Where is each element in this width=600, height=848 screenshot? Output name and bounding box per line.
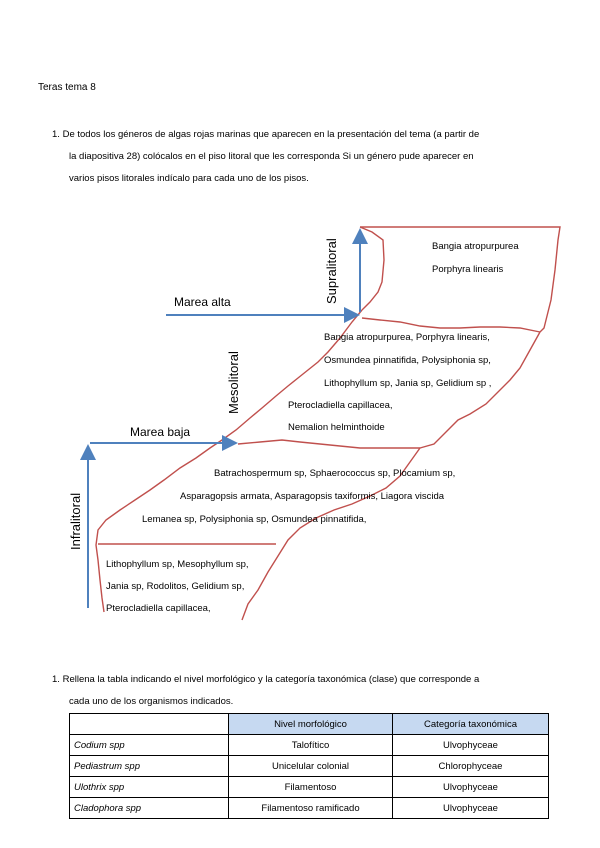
- nivel-morfologico: Talofítico: [229, 735, 393, 756]
- question-1-line-3: varios pisos litorales indícalo para cada uno de los pisos.: [69, 173, 309, 184]
- organism-name: Ulothrix spp: [70, 777, 229, 798]
- supra-org-line: Porphyra linearis: [432, 264, 504, 275]
- low-org-line: Lithophyllum sp, Mesophyllum sp,: [106, 559, 249, 570]
- organism-name: Pediastrum spp: [70, 756, 229, 777]
- table-row: [70, 777, 549, 798]
- organism-name: Cladophora spp: [70, 798, 229, 819]
- header-cell-categoria: Categoría taxonómica: [393, 714, 549, 735]
- tide-arrows: [88, 230, 360, 608]
- nivel-morfologico: Filamentoso: [229, 777, 393, 798]
- question-2-number: 1.: [52, 674, 60, 685]
- categoria-taxonomica: Ulvophyceae: [393, 777, 549, 798]
- meso-right-shoreline: [420, 332, 540, 448]
- infra-org-line: Lemanea sp, Polysiphonia sp, Osmundea pinnatifida,: [142, 514, 367, 525]
- question-1-number: 1.: [52, 129, 60, 140]
- organism-name: Codium spp: [70, 735, 229, 756]
- infralitoral-organisms: [142, 468, 455, 525]
- infra-org-line: Batrachospermum sp, Sphaerococcus sp, Plocamium sp,: [214, 468, 456, 479]
- question-2-line-1: Rellena la tabla indicando el nivel morfológico y la categoría taxonómica (clase) que corresponde a: [62, 674, 480, 685]
- infralitoral-label: Infralitoral: [68, 492, 83, 550]
- table-header-row: [70, 714, 549, 735]
- mesolitoral-label: Mesolitoral: [226, 351, 241, 414]
- question-1-line-1: De todos los géneros de algas rojas marinas que aparecen en la presentación del tema (a partir de: [62, 129, 480, 140]
- meso-org-line: Lithophyllum sp, Jania sp, Gelidium sp ,: [324, 378, 492, 389]
- table-row: [70, 735, 549, 756]
- meso-org-line: Nemalion helminthoide: [288, 422, 385, 433]
- nivel-morfologico: Unicelular colonial: [229, 756, 393, 777]
- question-2: [52, 669, 572, 713]
- header-cell-blank: [70, 714, 229, 735]
- categoria-taxonomica: Chlorophyceae: [393, 756, 549, 777]
- question-1-line-2: la diapositiva 28) colócalos en el piso litoral que les corresponda Si un género pude aparecer en: [69, 151, 474, 162]
- taxonomy-table: [69, 713, 549, 819]
- table-row: [70, 798, 549, 819]
- marea-alta-boundary: [362, 318, 540, 332]
- header-cell-nivel: Nivel morfológico: [229, 714, 393, 735]
- table-row: [70, 756, 549, 777]
- marea-baja-label: Marea baja: [130, 425, 191, 439]
- low-org-line: Jania sp, Rodolitos, Gelidium sp,: [106, 581, 245, 592]
- question-1: [52, 124, 572, 190]
- infra-org-line: Asparagopsis armata, Asparagopsis taxiformis, Liagora viscida: [180, 491, 445, 502]
- littoral-zone-diagram: [0, 200, 600, 630]
- supra-org-line: Bangia atropurpurea: [432, 241, 519, 252]
- meso-org-line: Osmundea pinnatifida, Polysiphonia sp,: [324, 355, 491, 366]
- low-org-line: Pterocladiella capillacea,: [106, 603, 211, 614]
- meso-org-line: Pterocladiella capillacea,: [288, 400, 393, 411]
- supralitoral-left-line: [360, 227, 384, 310]
- nivel-morfologico: Filamentoso ramificado: [229, 798, 393, 819]
- marea-baja-boundary: [238, 440, 420, 448]
- marea-alta-label: Marea alta: [174, 295, 231, 309]
- categoria-taxonomica: Ulvophyceae: [393, 735, 549, 756]
- categoria-taxonomica: Ulvophyceae: [393, 798, 549, 819]
- low-zone-organisms: [106, 559, 249, 614]
- page-heading: Teras tema 8: [38, 82, 96, 93]
- meso-org-line: Bangia atropurpurea, Porphyra linearis,: [324, 332, 490, 343]
- question-2-line-2: cada uno de los organismos indicados.: [69, 696, 234, 707]
- supralitoral-organisms: [432, 241, 519, 275]
- supralitoral-label: Supralitoral: [324, 238, 339, 304]
